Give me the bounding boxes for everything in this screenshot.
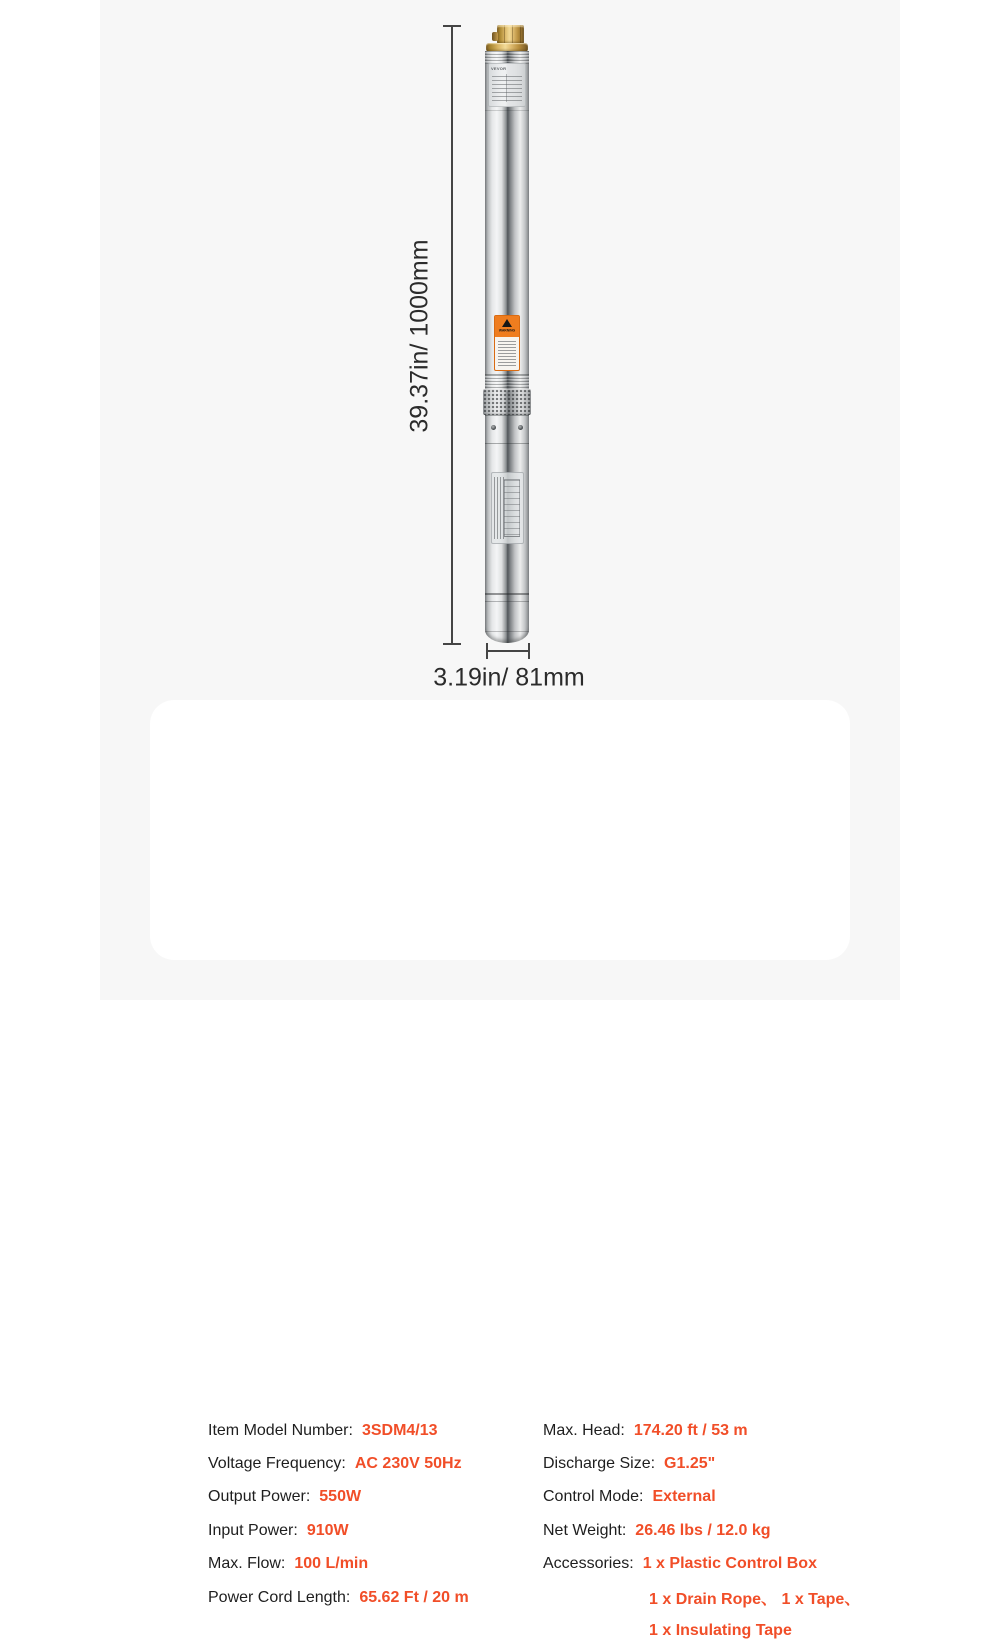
spec-row-accessories [543, 1548, 860, 1581]
spec-row-voltage-frequency [208, 1447, 469, 1480]
pump-nameplate [488, 63, 526, 107]
spec-label: Input Power: [208, 1521, 298, 1539]
pump-ribbed-mid-band [485, 375, 529, 389]
spec-value: External [652, 1488, 716, 1506]
spec-value: 1 x Drain Rope、 1 x Tape、 [649, 1591, 861, 1609]
spec-row-output-power [208, 1481, 469, 1514]
spec-label: Item Model Number: [208, 1421, 353, 1439]
height-dimension-line [451, 25, 453, 645]
submersible-pump-image [485, 25, 529, 643]
spec-label: Power Cord Length: [208, 1588, 351, 1606]
spec-row-max-flow [208, 1548, 469, 1581]
screw-icon [518, 425, 523, 430]
motor-label-table [504, 479, 520, 537]
warning-triangle-icon [502, 319, 512, 327]
spec-value: 26.46 lbs / 12.0 kg [635, 1521, 771, 1539]
bottom-cap-groove [485, 601, 529, 602]
warning-label-title: WARNING [498, 328, 516, 333]
brand-logo: VEVOR [491, 66, 507, 71]
spec-value: 550W [319, 1488, 362, 1506]
nameplate-text-lines [492, 76, 522, 102]
spec-row-net-weight [543, 1514, 860, 1547]
pump-cable-guard-nub [492, 32, 498, 41]
spec-label: Discharge Size: [543, 1455, 656, 1473]
spec-row-power-cord-length [208, 1581, 469, 1614]
warning-label-header [495, 316, 519, 337]
spec-label: Accessories: [543, 1555, 634, 1573]
spec-column-right [543, 1414, 860, 1648]
bottom-cap-groove [485, 631, 529, 632]
height-dimension-label: 39.37in/ 1000mm [405, 239, 434, 433]
spec-column-left [208, 1414, 469, 1614]
pump-bottom-joint-line [485, 593, 529, 595]
spec-label: Voltage Frequency: [208, 1455, 346, 1473]
spec-row-max-head [543, 1414, 860, 1447]
warning-label [494, 315, 520, 371]
spec-value: 174.20 ft / 53 m [633, 1421, 748, 1439]
spec-row-discharge-size [543, 1447, 860, 1480]
warning-label-text-lines [498, 341, 516, 366]
spec-label: Net Weight: [543, 1521, 627, 1539]
spec-label: Max. Head: [543, 1421, 625, 1439]
pump-intake-screen [483, 389, 531, 415]
spec-value: 3SDM4/13 [361, 1421, 438, 1439]
spec-value: AC 230V 50Hz [354, 1455, 462, 1473]
spec-panel [150, 700, 861, 1640]
spec-value: 1 x Plastic Control Box [642, 1555, 817, 1573]
width-dimension-line [486, 650, 530, 652]
spec-label: Control Mode: [543, 1488, 644, 1506]
spec-row-control-mode [543, 1481, 860, 1514]
spec-row-accessories-continued [543, 1614, 860, 1647]
spec-label: Output Power: [208, 1488, 311, 1506]
motor-spec-label [491, 472, 524, 544]
pump-seam-line [485, 110, 529, 111]
product-photo-area [100, 0, 900, 1640]
width-dimension-label: 3.19in/ 81mm [433, 663, 585, 692]
pump-joint-line [485, 415, 529, 416]
spec-row-input-power [208, 1514, 469, 1547]
spec-value: 1 x Insulating Tape [649, 1622, 792, 1640]
pump-outlet-hex-fitting [497, 25, 524, 44]
pump-joint-line [485, 443, 529, 444]
spec-value: 100 L/min [294, 1555, 369, 1573]
screw-icon [491, 425, 496, 430]
spec-value: 910W [306, 1521, 349, 1539]
spec-value: G1.25" [664, 1455, 716, 1473]
spec-row-item-model-number [208, 1414, 469, 1447]
spec-value: 65.62 Ft / 20 m [359, 1588, 469, 1606]
spec-label: Max. Flow: [208, 1555, 286, 1573]
spec-row-accessories-continued [543, 1581, 860, 1614]
